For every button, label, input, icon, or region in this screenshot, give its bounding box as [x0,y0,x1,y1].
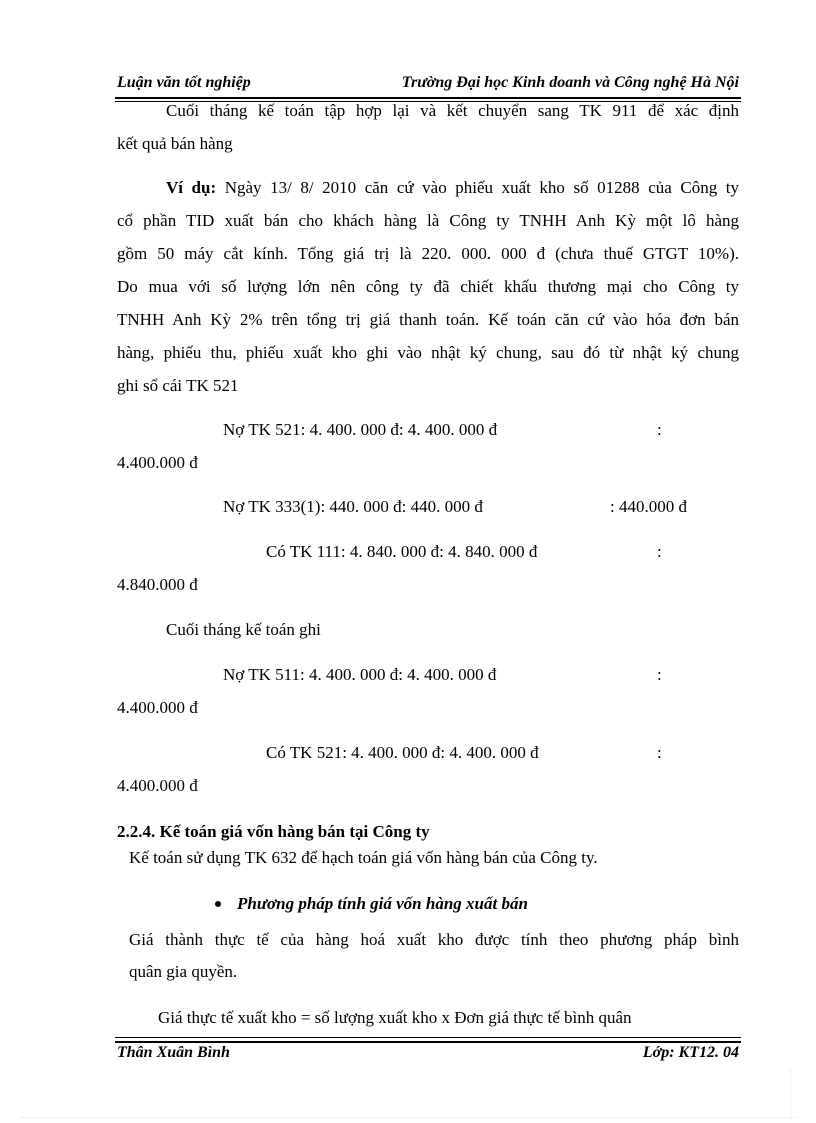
example-line: Do mua với số lượng lớn nên công ty đã chiết khấu thương mại cho Công ty [117,277,739,296]
header-thesis-title: Luận văn tốt nghiệp [117,74,251,91]
journal-entry-colon: : [657,542,662,561]
footer-rule-thin [115,1037,741,1038]
page-edge-guide-vertical [790,1070,791,1120]
journal-entry-colon: : [657,665,662,684]
journal-entry-amount: 4.400.000 đ [117,698,198,717]
journal-entry-colon: : [657,743,662,762]
paragraph-line: Giá thành thực tế của hàng hoá xuất kho được tính theo phương pháp bình [129,930,739,949]
example-line: ghi sổ cái TK 521 [117,376,239,395]
page-header [117,74,739,96]
formula: Giá thực tế xuất kho = số lượng xuất kho x Đơn giá thực tế bình quân [158,1008,632,1027]
journal-entry-amount: 4.400.000 đ [117,453,198,472]
example-line-text: Ngày 13/ 8/ 2010 căn cứ vào phiếu xuất kho số 01288 của Công ty [216,178,739,197]
example-line: gồm 50 máy cắt kính. Tổng giá trị là 220. 000. 000 đ (chưa thuế GTGT 10%). [117,244,739,263]
footer-author: Thân Xuân Bình [117,1044,230,1061]
journal-entry-amount: : 440.000 đ [610,497,687,516]
header-university: Trường Đại học Kinh doanh và Công nghệ Hà Nội [401,74,739,91]
section-intro: Kế toán sử dụng TK 632 để hạch toán giá vốn hàng bán của Công ty. [129,848,598,867]
page-edge-guide [20,1117,796,1118]
example-line [166,177,739,199]
example-line: cổ phần TID xuất bán cho khách hàng là Công ty TNHH Anh Kỳ một lô hàng [117,211,739,230]
paragraph-line: Cuối tháng kế toán ghi [166,620,321,639]
footer-rule [115,1041,741,1043]
header-rule [115,97,741,99]
example-label: Ví dụ: [166,178,217,197]
journal-entry: Nợ TK 333(1): 440. 000 đ: 440. 000 đ [223,497,483,516]
journal-entry-amount: 4.840.000 đ [117,575,198,594]
paragraph-line: kết quả bán hàng [117,134,233,153]
paragraph-line: quân gia quyền. [129,962,238,981]
journal-entry: Nợ TK 521: 4. 400. 000 đ: 4. 400. 000 đ [223,420,498,439]
journal-entry-amount: 4.400.000 đ [117,776,198,795]
journal-entry: Có TK 111: 4. 840. 000 đ: 4. 840. 000 đ [266,542,538,561]
bullet-heading: Phương pháp tính giá vốn hàng xuất bán [237,894,528,913]
journal-entry: Nợ TK 511: 4. 400. 000 đ: 4. 400. 000 đ [223,665,497,684]
journal-entry: Có TK 521: 4. 400. 000 đ: 4. 400. 000 đ [266,743,539,762]
section-heading: 2.2.4. Kế toán giá vốn hàng bán tại Công ty [117,822,430,841]
journal-entry-colon: : [657,420,662,439]
footer-class: Lớp: KT12. 04 [642,1044,739,1061]
bullet-icon [215,901,221,907]
page-footer [117,1044,739,1066]
example-line: TNHH Anh Kỳ 2% trên tổng trị giá thanh toán. Kế toán căn cứ vào hóa đơn bán [117,310,739,329]
paragraph-line: Cuối tháng kế toán tập hợp lại và kết chuyển sang TK 911 để xác định [166,101,739,120]
example-line: hàng, phiếu thu, phiếu xuất kho ghi vào nhật ký chung, sau đó từ nhật ký chung [117,343,739,362]
